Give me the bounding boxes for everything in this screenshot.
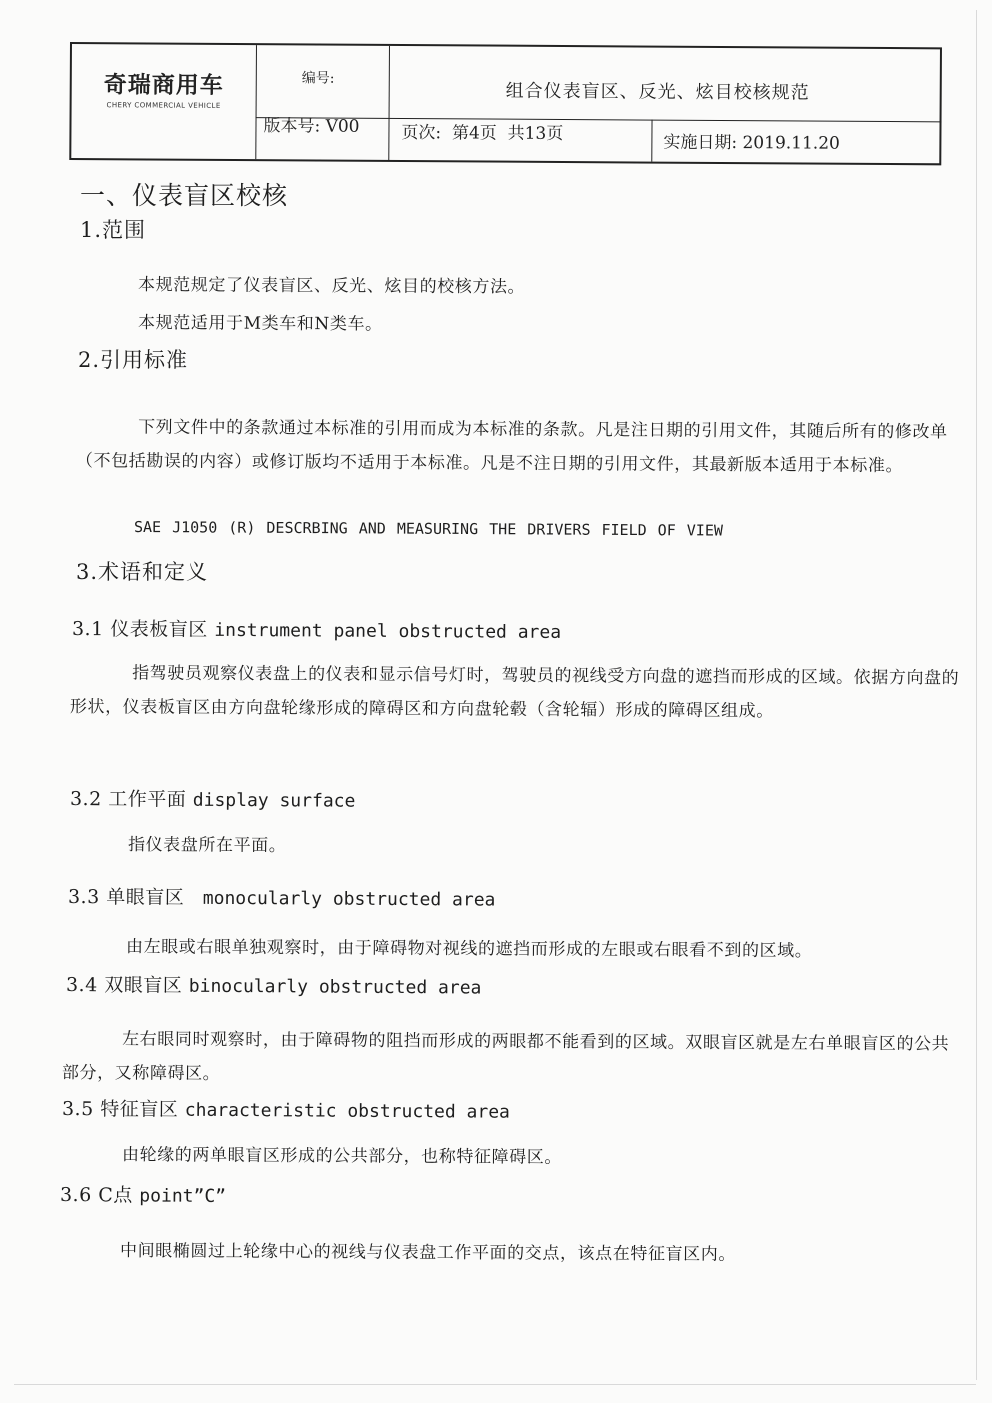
term-chinese: 双眼盲区 [104,974,183,997]
table-divider [651,120,652,162]
term-number: 3.2 [69,788,102,811]
number-label: 编号: [301,70,335,87]
version-number: 版本号: V00 [263,116,360,137]
page-info: 页次: 第4页 共13页 [401,123,564,145]
page-edge [14,1384,976,1385]
term-chinese: 特征盲区 [100,1098,179,1121]
term-3-2-heading [70,784,356,813]
term-number: 3.1 [71,618,104,641]
term-number: 3.4 [65,974,98,997]
term-3-6-definition: 中间眼椭圆过上轮缘中心的视线与仪表盘工作平面的交点，该点在特征盲区内。 [119,1241,737,1265]
term-chinese: C点 [98,1184,133,1207]
term-english: instrument panel obstructed area [214,619,562,643]
term-english: characteristic obstructed area [184,1099,510,1123]
section-1-title: 一、仪表盲区校核 [80,181,289,210]
term-3-3-definition: 由左眼或右眼单独观察时，由于障碍物对视线的遮挡而形成的左眼或右眼看不到的区域。 [125,937,813,962]
term-3-1-heading [72,614,561,644]
header-table [69,42,942,165]
term-english: monocularly obstructed area [202,887,496,911]
term-3-5-definition: 由轮缘的两单眼盲区形成的公共部分，也称特征障碍区。 [121,1145,563,1168]
term-chinese: 仪表板盲区 [110,618,208,641]
term-chinese: 单眼盲区 [106,886,185,909]
term-english: binocularly obstructed area [188,975,482,999]
logo-text: 奇瑞商用车 [103,71,224,99]
company-logo [71,44,256,131]
section-3-title: 3.术语和定义 [76,560,209,584]
table-divider [388,46,390,160]
term-3-2-definition: 指仪表盘所在平面。 [127,835,287,856]
term-chinese: 工作平面 [108,788,187,811]
document-title: 组合仪表盲区、反光、炫目校核规范 [505,80,810,104]
paragraph-references: 下列文件中的条款通过本标准的引用而成为本标准的条款。凡是注日期的引用文件，其随后所有的修改单（不包括勘误的内容）或修订版均不适用于本标准。凡是不注日期的引用文件，其最新版本适用于本标准。 [75,417,948,477]
term-english: point”C” [139,1185,227,1208]
term-3-4-definition: 左右眼同时观察时，由于障碍物的阻挡而形成的两眼都不能看到的区域。双眼盲区就是左右单眼盲区的公共部分，又称障碍区。 [61,1029,950,1084]
term-3-4-heading [66,970,482,1000]
section-2-title: 2.引用标准 [78,348,189,372]
effective-date: 实施日期: 2019.11.20 [663,132,840,154]
term-number: 3.5 [61,1098,94,1121]
section-1-1-title: 1.范围 [80,218,147,242]
paragraph-scope-2: 本规范适用于M类车和N类车。 [137,313,383,335]
paragraph-scope-1: 本规范规定了仪表盲区、反光、炫目的校核方法。 [137,275,526,298]
term-number: 3.3 [67,886,100,909]
term-number: 3.6 [59,1184,92,1207]
page-edge [976,10,977,1380]
logo-subtext: CHERY COMMERCIAL VEHICLE [106,100,221,110]
term-3-1-definition: 指驾驶员观察仪表盘上的仪表和显示信号灯时，驾驶员的视线受方向盘的遮挡而形成的区域。依据方向盘的形状，仪表板盲区由方向盘轮缘形成的障碍区和方向盘轮毂（含轮辐）形成的障碍区组成。 [69,663,960,722]
term-english: display surface [192,789,356,812]
term-3-6-heading [60,1180,226,1208]
term-3-3-heading [68,882,496,912]
reference-standard: SAE J1050 (R) DESCRBING AND MEASURING THE DRIVERS FIELD OF VIEW [133,518,723,540]
term-3-5-heading [62,1094,510,1124]
